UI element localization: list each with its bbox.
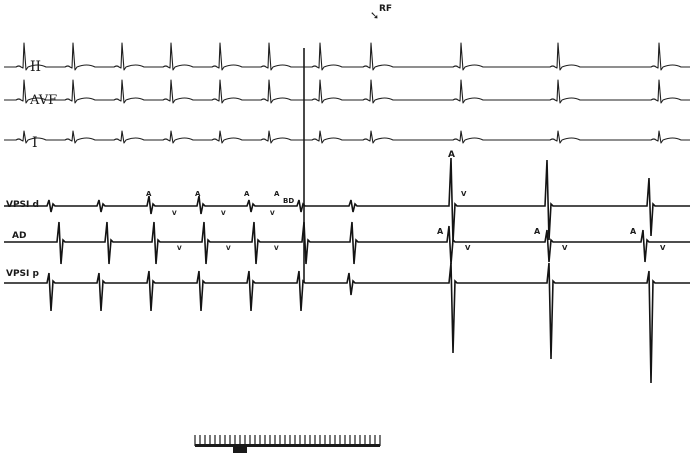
lead-aVF-group <box>4 80 690 108</box>
lead-I-group <box>4 131 690 151</box>
a-marker: A <box>195 190 201 198</box>
lead-I-trace <box>4 131 690 143</box>
v-marker: V <box>221 210 226 217</box>
a-marker: A <box>437 227 444 236</box>
lead-aVF-trace <box>4 80 690 103</box>
ch-vpsip-trace <box>4 263 690 383</box>
v-marker: V <box>177 245 182 252</box>
v-marker: V <box>461 190 467 198</box>
a-marker: A <box>244 190 250 198</box>
a-marker: A <box>448 150 455 160</box>
ch-ad-trace <box>4 222 690 264</box>
ch-vpsip-label: VPSI p <box>6 269 39 279</box>
v-marker: V <box>172 210 177 217</box>
v-marker: V <box>270 210 275 217</box>
av-markers <box>146 150 666 252</box>
scale-bar-base <box>195 444 380 447</box>
lead-aVF-label: AVF <box>30 93 58 108</box>
v-marker: V <box>226 245 231 252</box>
a-marker: A <box>146 190 152 198</box>
ch-vpsip-group <box>4 263 690 383</box>
bd-label: BD <box>283 197 295 205</box>
lead-I-label: I <box>32 135 38 151</box>
rf-arrow-icon: ➘ <box>370 9 380 22</box>
ch-ad-group <box>4 222 690 264</box>
lead-II-trace <box>4 43 690 70</box>
ch-ad-label: AD <box>12 231 27 241</box>
a-marker: A <box>534 227 541 236</box>
a-marker: A <box>274 190 280 198</box>
scale-bar-block <box>233 446 247 453</box>
v-marker: V <box>660 244 666 252</box>
v-marker: V <box>465 244 471 252</box>
v-marker: V <box>274 245 279 252</box>
lead-II-group <box>4 43 690 75</box>
ch-vpsid-label: VPSI d <box>6 200 39 210</box>
time-scale-bar-icon <box>195 435 380 453</box>
a-marker: A <box>630 227 637 236</box>
lead-II-label: II <box>30 59 42 75</box>
rf-label: RF <box>379 4 393 14</box>
v-marker: V <box>562 244 568 252</box>
